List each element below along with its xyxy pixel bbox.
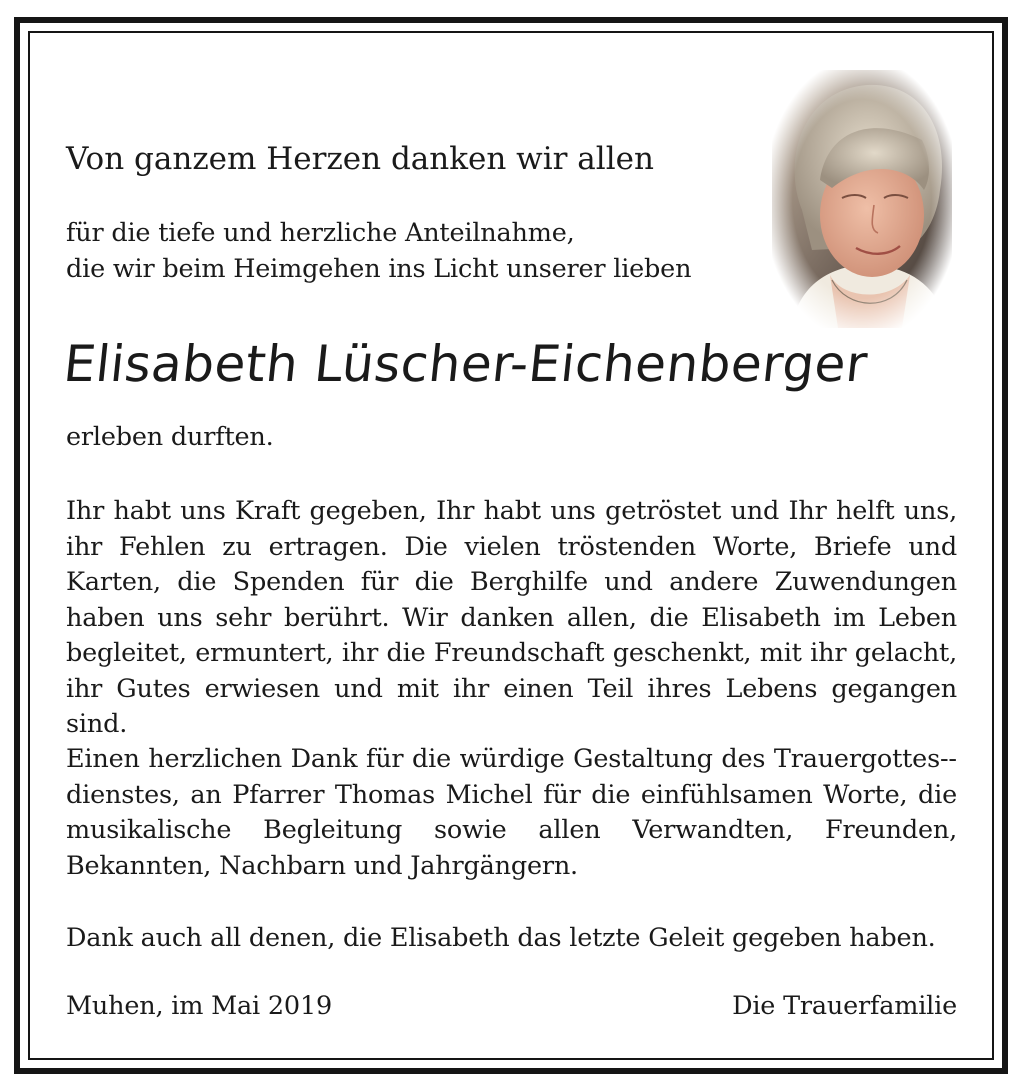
intro-line-1: für die tiefe und herzliche Anteilnahme, bbox=[66, 218, 575, 248]
paragraph-erleben: erleben durften. bbox=[66, 422, 274, 452]
place-date: Muhen, im Mai 2019 bbox=[66, 991, 332, 1021]
intro-text bbox=[66, 216, 746, 287]
intro-line-2: die wir beim Heimgehen ins Licht unserer lieben bbox=[66, 253, 692, 284]
paragraph-service-thanks: Einen herzlichen Dank für die würdige Gestaltung des Trauergottes-dienstes, an Pfarrer Thomas Michel für die einfühlsamen Worte, die musikalische Begleitung sowie allen Verwandten, Freunden, Bekannten, Nachbarn und Jahrgängern. bbox=[66, 744, 957, 881]
portrait-photo-icon bbox=[772, 70, 952, 328]
signature: Die Trauerfamilie bbox=[732, 991, 957, 1021]
deceased-name: Elisabeth Lüscher-Eichenberger bbox=[60, 335, 871, 393]
heading: Von ganzem Herzen danken wir allen bbox=[66, 141, 654, 177]
paragraph-thanks: Ihr habt uns Kraft gegeben, Ihr habt uns getröstet und Ihr helft uns, ihr Fehlen zu ertragen. Die vielen tröstenden Worte, Briefe und Karten, die Spenden für die Berghilfe und andere Zuwendungen haben uns sehr berührt. Wir danken allen, die Elisabeth im Leben begleitet, ermuntert, ihr die Freundschaft geschenkt, mit ihr gelacht, ihr Gutes erwiesen und mit ihr einen Teil ihres Lebens gegangen sind. bbox=[66, 496, 957, 739]
paragraph-escort-thanks: Dank auch all denen, die Elisabeth das letzte Geleit gegeben haben. bbox=[66, 923, 936, 953]
portrait-photo bbox=[772, 70, 952, 328]
